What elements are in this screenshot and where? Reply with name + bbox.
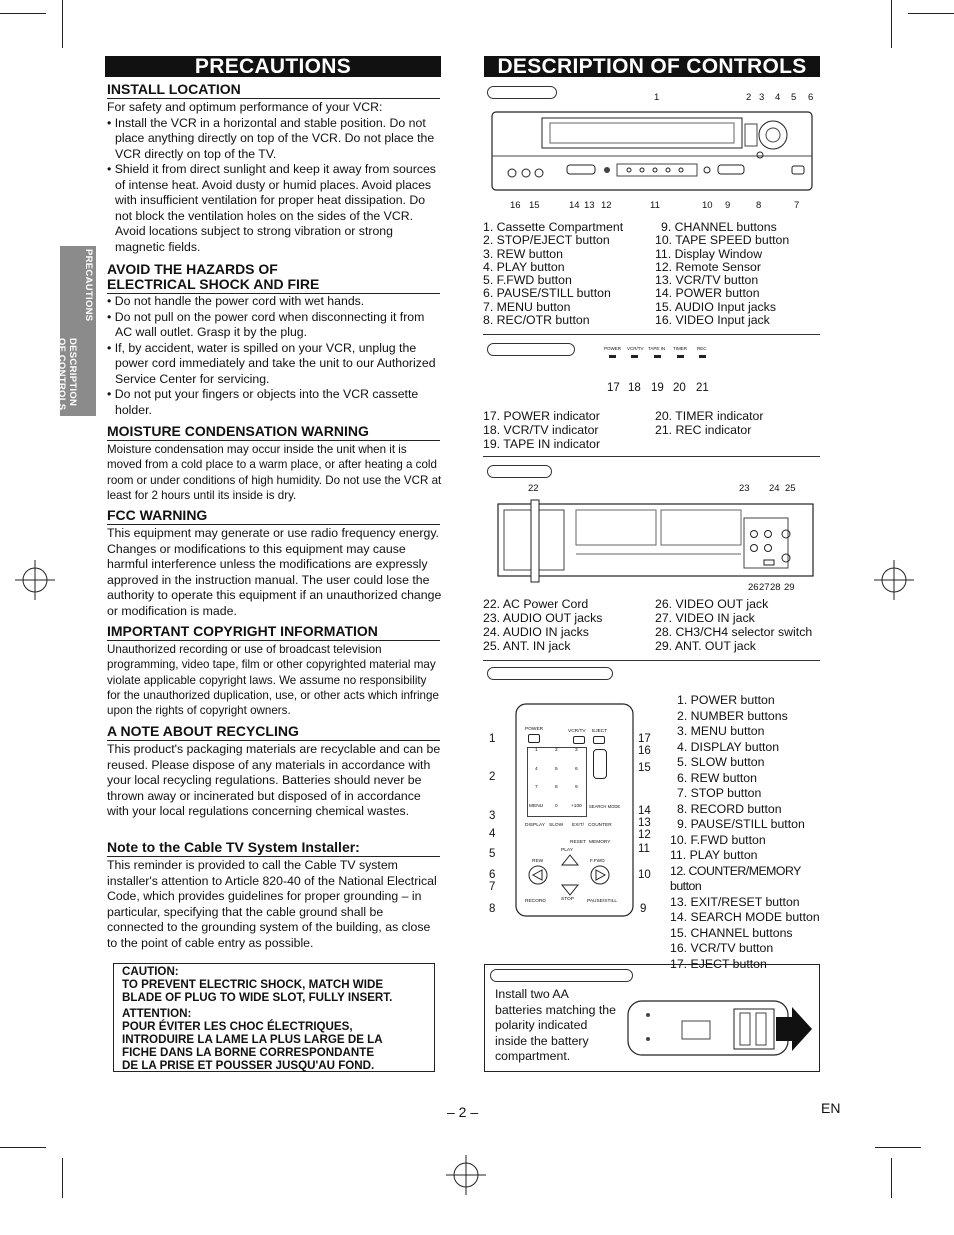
install-bullet: • Install the VCR in a horizontal and stable position. Do not place anything directly on top of the VCR. Do not place the VCR directly on top of the TV. (107, 115, 435, 161)
remote-label-vcrtv: VCR/TV (568, 729, 586, 734)
caution-line: INTRODUIRE LA LAME LA PLUS LARGE DE LA (122, 1032, 383, 1046)
channel-buttons (593, 749, 607, 779)
front-panel-caption (487, 86, 557, 99)
remote-label-search: SEARCH MODE (589, 804, 621, 809)
list-item: 23. AUDIO OUT jacks (483, 611, 603, 625)
callout-number: 10 (702, 200, 713, 211)
callout-number: 23 (739, 483, 750, 494)
list-item: 13. EXIT/RESET button (670, 894, 800, 909)
callout-number: 21 (696, 382, 709, 394)
list-item: 16. VCR/TV button (670, 941, 774, 955)
callout-number: 12 (638, 829, 651, 841)
crop-mark (0, 1147, 46, 1148)
caution-line: TO PREVENT ELECTRIC SHOCK, MATCH WIDE (122, 977, 384, 991)
battery-caption (490, 969, 633, 982)
list-item: 16. VIDEO Input jack (655, 313, 770, 328)
hazards-bullet: • Do not pull on the power cord when disconnecting it from AC wall outlet. Grasp it by the plug. (107, 309, 425, 339)
recycling-heading: A NOTE ABOUT RECYCLING (107, 724, 440, 741)
vcr-front-panel-illustration (490, 104, 820, 204)
callout-number: 13 (584, 200, 595, 211)
crop-mark (891, 0, 892, 48)
callout-number: 16 (510, 200, 521, 211)
crop-mark (62, 1158, 63, 1198)
callout-number: 22 (528, 483, 539, 494)
callout-number: 26 (748, 582, 759, 593)
front-panel-list-right (655, 221, 820, 327)
indicator-label: VCR/TV (627, 346, 644, 351)
list-item: 27. VIDEO IN jack (655, 611, 755, 625)
list-item: 4. DISPLAY button (677, 739, 780, 754)
callout-number: 19 (651, 382, 664, 394)
callout-number: 7 (794, 200, 800, 211)
install-bullet: • Shield it from direct sunlight and keep it away from sources of intense heat. Avoid dusty or humid places. Avoid places with insufficient ventilation for proper heat dissipation. Do not block the ventilation holes on the sides of the VCR. Avoid locations subject to strong vibration or strong magnetic fields. (107, 162, 436, 254)
remote-label-play: PLAY (561, 848, 573, 853)
copyright-heading: IMPORTANT COPYRIGHT INFORMATION (107, 624, 440, 641)
indicator-label: TIMER (673, 346, 687, 351)
callout-number: 1 (489, 733, 496, 745)
display-panel-caption (487, 343, 575, 356)
moisture-text: Moisture condensation may occur inside the unit when it is moved from a cold place to a warm place, or after heating a cold room or under conditions of high humidity. Do not use the VCR at least for 2 hours until its inside is dry. (107, 443, 442, 502)
precautions-banner: PRECAUTIONS (105, 56, 441, 77)
callout-number: 11 (638, 843, 650, 855)
caution-line: FICHE DANS LA BORNE CORRESPONDANTE (122, 1045, 375, 1059)
callout-number: 15 (529, 200, 540, 211)
list-item: 9. PAUSE/STILL button (677, 817, 805, 831)
callout-number: 6 (489, 869, 496, 881)
list-item: 18. VCR/TV indicator (483, 423, 599, 437)
list-item: 15. CHANNEL buttons (670, 925, 793, 940)
section-divider (483, 334, 820, 335)
install-location-heading: INSTALL LOCATION (107, 82, 440, 99)
callout-number: 17 (638, 733, 651, 745)
list-item: 2. NUMBER buttons (677, 708, 788, 723)
remote-label-menu: MENU (529, 804, 544, 809)
callout-number: 14 (638, 805, 651, 817)
remote-label-n3: 3 (575, 748, 578, 753)
list-item: 10. F.FWD button (670, 832, 766, 847)
list-item: 12. COUNTER/MEMORY button (670, 863, 801, 893)
rear-panel-caption (487, 465, 552, 478)
remote-label-display: DISPLAY (525, 823, 545, 828)
callout-number: 17 (607, 382, 620, 394)
callout-number: 4 (489, 828, 496, 840)
remote-list (670, 693, 825, 972)
display-list-left (483, 409, 653, 451)
remote-label-n2: 2 (555, 748, 558, 753)
remote-label-rew: REW (532, 859, 544, 864)
list-item: 6. REW button (677, 770, 757, 785)
hazards-bullet: • Do not put your fingers or objects into the VCR cassette holder. (107, 387, 419, 417)
rear-list-right (655, 597, 820, 653)
remote-label-n1: 1 (535, 748, 538, 753)
callout-number: 16 (638, 745, 651, 757)
side-tab-precautions: PRECAUTIONS (83, 249, 94, 322)
remote-label-n4: 4 (535, 767, 538, 772)
list-item: 7. MENU button (483, 299, 571, 314)
hazards-heading-line1: AVOID THE HAZARDS OF (107, 261, 278, 277)
list-item: 2. STOP/EJECT button (483, 233, 610, 248)
remote-label-counter: COUNTER (588, 823, 612, 828)
caution-line: POUR ÉVITER LES CHOC ÉLECTRIQUES, (122, 1020, 353, 1034)
rear-list-left (483, 597, 653, 653)
battery-compartment-illustration (626, 995, 816, 1065)
crop-mark (0, 13, 46, 14)
remote-label-ffwd: F.FWD (590, 859, 605, 864)
registration-mark (15, 560, 55, 600)
crop-mark (891, 1158, 892, 1198)
list-item: 4. PLAY button (483, 259, 565, 274)
callout-number: 9 (640, 903, 647, 915)
callout-number: 11 (650, 200, 660, 211)
callout-number: 27 (759, 582, 770, 593)
indicator-label: REC (697, 346, 707, 351)
cable-text: This reminder is provided to call the Cable TV system installer's attention to Article 820-40 of the National Electrical Code, which provides guidelines for proper grounding – in particular, specifying that the cable ground shall be connected to the grounding system of the building, as close to the point of cable entry as possible. (107, 858, 437, 950)
remote-label-n7: 7 (535, 785, 538, 790)
list-item: 26. VIDEO OUT jack (655, 597, 769, 611)
crop-mark (62, 0, 63, 48)
remote-label-eject: EJECT (592, 729, 608, 734)
remote-caption (487, 667, 613, 680)
list-item: 17. POWER indicator (483, 409, 600, 423)
list-item: 25. ANT. IN jack (483, 639, 571, 653)
hazards-bullet: • If, by accident, water is spilled on your VCR, unplug the power cord immediately and take the unit to our Authorized Service Center for servicing. (107, 340, 436, 386)
install-location-text (107, 100, 442, 255)
callout-number: 3 (759, 92, 765, 103)
list-item: 11. PLAY button (670, 848, 758, 862)
remote-label-power: POWER (525, 727, 544, 732)
vcr-rear-panel-illustration (496, 496, 818, 584)
list-item: 29. ANT. OUT jack (655, 639, 756, 653)
remote-label-stop: STOP (561, 897, 574, 902)
callout-number: 3 (489, 810, 496, 822)
callout-number: 8 (489, 903, 496, 915)
list-item: 7. STOP button (677, 786, 762, 800)
remote-label-pause: PAUSE/STILL (587, 899, 618, 904)
remote-label-n8: 8 (555, 785, 558, 790)
callout-number: 7 (489, 881, 496, 893)
power-button (528, 734, 540, 743)
language-code: EN (821, 1100, 841, 1116)
front-panel-list-left (483, 221, 653, 327)
indicator-label: POWER (604, 346, 622, 351)
display-indicator-marks (600, 354, 720, 362)
remote-label-n9: 9 (575, 785, 578, 790)
vcrtv-button (573, 736, 585, 744)
callout-number: 29 (784, 582, 795, 593)
list-item: 22. AC Power Cord (483, 597, 589, 611)
list-item: 8. RECORD button (677, 801, 782, 816)
callout-number: 5 (791, 92, 797, 103)
callout-number: 14 (569, 200, 580, 211)
battery-text: Install two AA batteries matching the polarity indicated inside the battery compartment. (495, 987, 616, 1063)
list-item: 12. Remote Sensor (655, 259, 761, 274)
list-item: 28. CH3/CH4 selector switch (655, 625, 813, 639)
list-item: 3. REW button (483, 246, 563, 261)
indicator-label: TAPE IN (648, 346, 666, 351)
callout-number: 1 (654, 92, 660, 103)
list-item: 5. F.FWD button (483, 273, 572, 288)
callout-number: 2 (746, 92, 752, 103)
remote-label-n5: 5 (555, 767, 558, 772)
display-list-right (655, 409, 820, 437)
callout-number: 20 (673, 382, 686, 394)
list-item: 3. MENU button (677, 724, 765, 738)
list-item: 1. Cassette Compartment (483, 220, 624, 234)
copyright-text: Unauthorized recording or use of broadcast television programming, video tape, film or other copyrighted material may violate applicable copyright laws. We assume no responsibility for the unauthorized duplication, use, or other acts which infringe upon the rights of copyright owners. (107, 643, 439, 718)
callout-number: 5 (489, 848, 496, 860)
caution-box (113, 963, 435, 1072)
remote-label-plus100: +100 (571, 804, 582, 809)
list-item: 14. SEARCH MODE button (670, 910, 820, 924)
hazards-bullet: • Do not handle the power cord with wet hands. (107, 294, 365, 308)
callout-number: 13 (638, 817, 651, 829)
list-item: 14. POWER button (655, 286, 760, 301)
remote-label-exit: EXIT/ (572, 823, 584, 828)
list-item: 24. AUDIO IN jacks (483, 625, 589, 639)
page-number: – 2 – (447, 1104, 479, 1120)
callout-number: 2 (489, 771, 496, 783)
callout-number: 15 (638, 762, 651, 774)
remote-label-record: RECORD (525, 899, 546, 904)
list-item: 9. CHANNEL buttons (661, 220, 777, 234)
side-tab-description: DESCRIPTION OF CONTROLS (56, 338, 78, 411)
callout-number: 8 (756, 200, 762, 211)
remote-label-n0: 0 (555, 804, 558, 809)
hazards-text (107, 294, 442, 418)
list-item: 20. TIMER indicator (655, 409, 764, 423)
callout-number: 28 (770, 582, 781, 593)
list-item: 5. SLOW button (677, 755, 765, 769)
section-divider (483, 660, 820, 661)
recycling-text: This product's packaging materials are recyclable and can be reused. Please dispose of any materials in accordance with your local recycling regulations. Batteries should never be thrown away or incinerated but disposed of in accordance with your local regulations concerning chemical wastes. (107, 742, 441, 818)
fcc-text: This equipment may generate or use radio frequency energy. Changes or modifications to this equipment may cause harmful interference unless the modifications are expressly approved in the instruction manual. The user could lose the authority to operate this equipment if an unauthorized change or modification is made. (107, 526, 442, 618)
crop-mark (908, 13, 954, 14)
callout-number: 18 (628, 382, 641, 394)
list-item: 13. VCR/TV button (655, 273, 759, 288)
hazards-heading (107, 262, 440, 294)
registration-mark (874, 560, 914, 600)
description-banner: DESCRIPTION OF CONTROLS (484, 56, 820, 77)
caution-line: DE LA PRISE ET POUSSER JUSQU'AU FOND. (122, 1058, 375, 1072)
caution-line: BLADE OF PLUG TO WIDE SLOT, FULLY INSERT. (122, 990, 393, 1004)
section-divider (483, 456, 820, 457)
callout-number: 9 (725, 200, 731, 211)
list-item: 17. EJECT button (670, 956, 767, 971)
crop-mark (875, 1147, 921, 1148)
list-item: 11. Display Window (655, 246, 763, 261)
callout-number: 25 (785, 483, 796, 494)
remote-label-slow: SLOW (549, 823, 564, 828)
caution-line: ATTENTION: (122, 1007, 192, 1021)
caution-line: CAUTION: (122, 965, 179, 978)
callout-number: 12 (601, 200, 612, 211)
registration-mark (446, 1155, 486, 1195)
list-item: 8. REC/OTR button (483, 313, 590, 328)
list-item: 21. REC indicator (655, 423, 752, 437)
callout-number: 6 (808, 92, 814, 103)
fcc-heading: FCC WARNING (107, 508, 440, 525)
install-intro: For safety and optimum performance of your VCR: (107, 100, 383, 114)
list-item: 19. TAPE IN indicator (483, 437, 601, 451)
remote-label-reset: RESET (570, 840, 586, 845)
moisture-heading: MOISTURE CONDENSATION WARNING (107, 424, 440, 441)
remote-transport-pad (518, 850, 633, 910)
cable-heading: Note to the Cable TV System Installer: (107, 840, 440, 857)
eject-button (593, 736, 605, 744)
remote-label-memory: MEMORY (589, 840, 611, 845)
list-item: 1. POWER button (677, 693, 775, 707)
list-item: 6. PAUSE/STILL button (483, 286, 611, 301)
callout-number: 24 (769, 483, 780, 494)
callout-number: 10 (638, 869, 651, 881)
section-side-tab (56, 246, 96, 416)
hazards-heading-line2: ELECTRICAL SHOCK AND FIRE (107, 276, 320, 292)
list-item: 10. TAPE SPEED button (655, 233, 790, 248)
callout-number: 4 (775, 92, 781, 103)
list-item: 15. AUDIO Input jacks (655, 299, 776, 314)
remote-label-n6: 6 (575, 767, 578, 772)
